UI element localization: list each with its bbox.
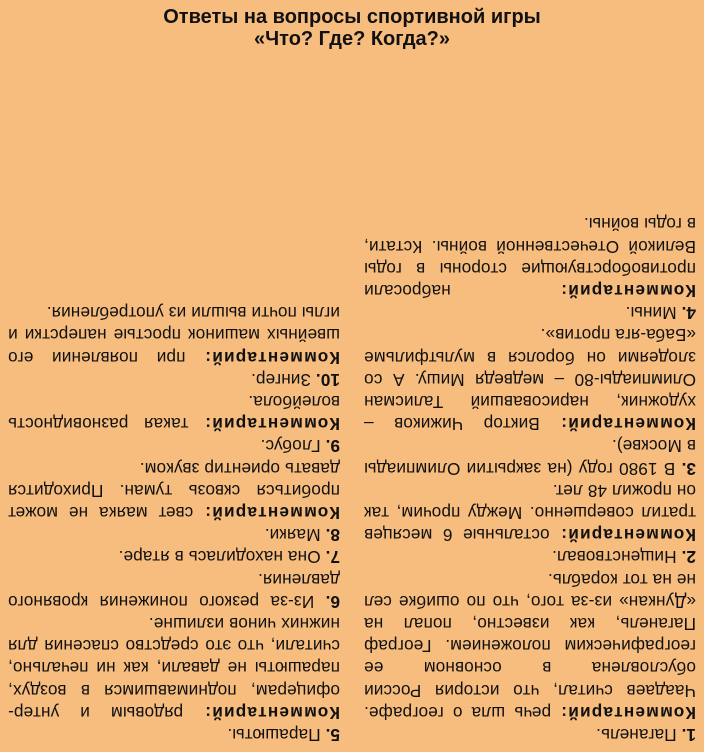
page-header [0,6,704,50]
comment-paragraph [8,302,340,369]
comment-label: Комментарий: [560,525,696,546]
answer-text: Маяки. [264,525,321,546]
answer-number: 3. [681,458,696,479]
answer-line [364,724,696,746]
answer-number: 8. [325,525,340,546]
answer-entry [8,302,340,391]
comment-label: Комментарий: [560,702,696,723]
answer-number: 9. [325,436,340,457]
comment-label: Комментарий: [560,280,696,301]
answer-line [8,568,340,612]
comment-paragraph [8,457,340,524]
answer-number: 7. [325,547,340,568]
comment-text: рядовым и унтер-офицерам, поднимавшимся в воздух, парашюты не давали, как ни печально, считали, что это средство спасения для нижних чинов излишне. [8,613,340,723]
answer-text: Из-за резкого понижения кровяного давления. [8,569,340,612]
answer-number: 4. [681,303,696,324]
comment-label: Комментарий: [204,502,340,523]
answer-entry [8,457,340,546]
answers-column-left [364,54,696,746]
answer-entry [8,613,340,746]
comment-paragraph [8,613,340,724]
answer-text: Парашюты. [227,725,321,745]
answer-entry [8,391,340,458]
answer-line [8,546,340,568]
answer-entry [8,568,340,612]
answer-line [364,546,696,568]
comment-paragraph [364,568,696,723]
answer-text: Глобус. [260,436,321,457]
comment-paragraph [8,391,340,435]
answer-entry [364,324,696,479]
comment-paragraph [364,213,696,302]
answer-entry [364,213,696,324]
comment-text: остальные 6 месяцев тратил совершенно. Между прочим, так он прожил 48 лет. [364,480,696,546]
answer-line [8,724,340,746]
answer-line [8,435,340,457]
answer-line [8,524,340,546]
comment-label: Комментарий: [204,702,340,723]
answer-entry [8,546,340,568]
answers-column-right [8,54,340,746]
answer-entry [364,568,696,746]
comment-text: Виктор Чижиков – художник, нарисовавший Талисман Олимпиады-80 – медведя Мишу. А со злодеями он боролся в мультфильме «Баба-яга против». [364,325,696,435]
comment-text: такая разновидность волейбола. [8,391,340,435]
comment-label: Комментарий: [204,414,340,435]
answer-number: 1. [681,725,696,745]
comment-text: свет маяка не может пробиться сквозь туман. Приходится давать ориентир звуком. [8,458,340,523]
comment-text: набросали противоборствующие стороны в годы Великой Отечественной войны. Кстати, в годы войны. [364,214,696,301]
comment-label: Комментарий: [204,347,340,368]
comment-paragraph [364,480,696,547]
answer-text: Нищенствовал. [551,547,677,568]
answer-number: 6. [325,591,340,612]
header-title-line1: Ответы на вопросы спортивной игры [163,6,541,28]
header-title-line2: «Что? Где? Когда?» [253,28,450,50]
answer-line [8,369,340,391]
answer-text: Она находилась в ятаре. [118,547,321,568]
answer-line [364,302,696,324]
answer-number: 10. [315,369,340,390]
answer-entry [364,480,696,569]
comment-text: при появлении его швейных машинок простые наперстки и иглы почти вышли из употребления. [8,303,340,368]
answer-text: Мины. [625,303,677,324]
answer-text: В 1980 году (на закрытии Олимпиады в Москве). [364,436,696,479]
answers-block-upside-down [8,54,696,746]
comment-text: речь шла о географе. Чаадаев считал, что история России обусловлена в основном ее географическим положением. Географ Паганель, как известно, попал на «Дункан» из-за того, что по ошибке сел не на тот корабль. [364,569,696,723]
comment-paragraph [364,324,696,435]
answer-number: 2. [681,547,696,568]
comment-label: Комментарий: [560,414,696,435]
answer-line [364,435,696,479]
answer-text: Зингер. [250,369,311,390]
answer-number: 5. [325,725,340,745]
answer-text: Паганель. [596,725,677,745]
